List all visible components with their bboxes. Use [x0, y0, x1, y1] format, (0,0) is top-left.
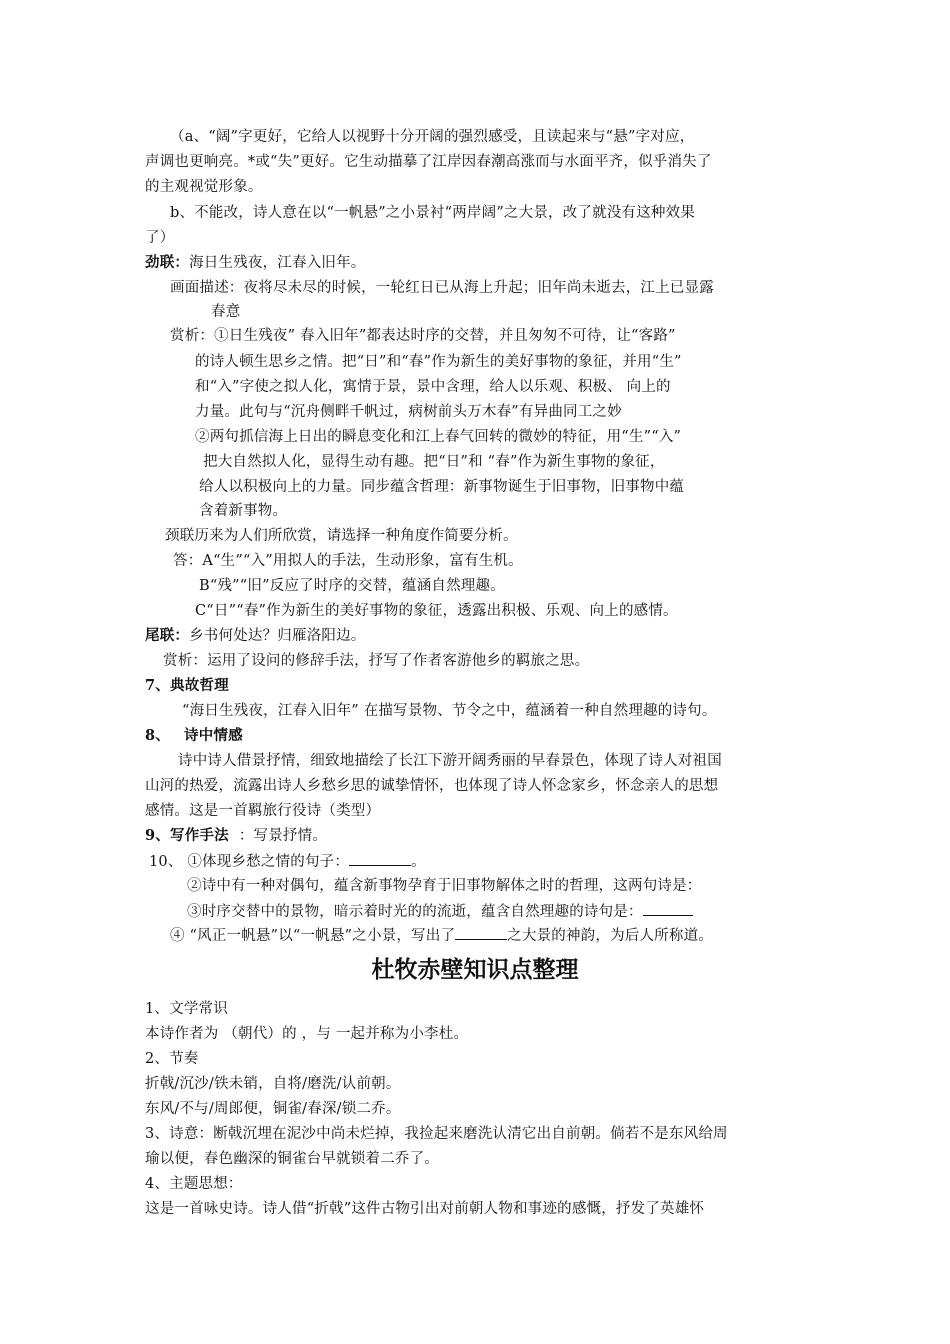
section-heading: 1、文学常识: [145, 1001, 228, 1017]
section-number: 8、: [145, 727, 170, 744]
question-text: ③时序交替中的景物，暗示着时光的的流逝，蕴含自然理趣的诗句是：: [187, 904, 643, 920]
text-line: （a、“阔”字更好，它给人以视野十分开阔的强烈感受，且读起来与“悬”字对应，: [170, 129, 695, 145]
answer-text: B“残”“旧”反应了时序的交替，蕴涵自然理趣。: [199, 578, 505, 594]
section-number: 9、: [145, 827, 170, 844]
question-text: 颈联历来为人们所欣赏，请选择一种角度作简要分析。: [165, 528, 518, 544]
text-line: 含着新事物。: [199, 503, 288, 519]
text-line: 瑜以便，春色幽深的铜雀台早就锁着二乔了。: [145, 1151, 439, 1167]
section-heading: 7、典故哲理: [145, 677, 229, 694]
text-line: 了）: [145, 230, 175, 246]
text-line: 东风/不与/周郎便，铜雀/春深/锁二乔。: [145, 1101, 401, 1117]
text-line: 诗中诗人借景抒情，细致地描绘了长江下游开阔秀丽的早春景色，体现了诗人对祖国: [178, 753, 722, 769]
text-line: “海日生残夜，江春入旧年” 在描写景物、节令之中，蕴涵着一种自然理趣的诗句。: [182, 703, 717, 719]
section-heading: 劲联：: [145, 254, 190, 271]
question-text: ②诗中有一种对偶句，蕴含新事物孕育于旧事物解体之时的哲理，这两句诗是：: [187, 878, 702, 894]
section-weilian: [145, 626, 366, 646]
section-title: 写作手法: [170, 827, 229, 844]
page-title: 杜牧赤壁知识点整理: [371, 956, 579, 983]
question-text: 之大景的神韵，为后人所称道。: [507, 928, 713, 944]
text-line: 本诗作者为 （朝代）的 ，与 一起并称为小李杜。: [145, 1026, 469, 1042]
text-line: 这是一首咏史诗。诗人借“折戟”这件古物引出对前朝人物和事迹的感慨，抒发了英雄怀: [145, 1201, 705, 1217]
answer-blank: [643, 901, 693, 916]
question-text: 10、 ①体现乡愁之情的句子：: [149, 854, 350, 870]
text-line: 的诗人顿生思乡之情。把“日”和“春”作为新生的美好事物的象征，并用“生”: [195, 354, 682, 370]
text-line: 画面描述：夜将尽未尽的时候，一轮红日已从海上升起；旧年尚未逝去，江上已显露: [170, 280, 714, 296]
question-text: ④ “风正一帆悬”以“一帆悬”之小景，写出了: [170, 928, 456, 944]
verse-text: 乡书何处达？归雁洛阳边。: [189, 628, 366, 644]
verse-text: 海日生残夜，江春入旧年。: [189, 255, 366, 271]
answer-blank: [455, 925, 507, 940]
question-line: [149, 851, 426, 872]
text-line: 和“入”字使之拟人化，寓情于景，景中含理，给人以乐观、积极、 向上的: [195, 379, 671, 395]
question-line: [187, 901, 693, 922]
section-heading: 2、节奏: [145, 1051, 199, 1067]
text-line: 给人以积极向上的力量。同步蕴含哲理：新事物诞生于旧事物，旧事物中蕴: [199, 479, 685, 495]
section-title: 诗中情感: [184, 727, 243, 744]
answer-blank: [349, 851, 411, 866]
text-line: 赏析：运用了设问的修辞手法，抒写了作者客游他乡的羁旅之思。: [163, 653, 590, 669]
text-line: 力量。此句与“沉舟侧畔千帆过，病树前头万木春”有异曲同工之妙: [195, 404, 622, 420]
text-line: 3、诗意：断戟沉埋在泥沙中尚未烂掉，我捡起来磨洗认清它出自前朝。倘若不是东风给周: [145, 1126, 728, 1142]
text-line: 赏析：①日生残夜” 春入旧年”都表达时序的交替，并且匆匆不可待，让“客路”: [170, 328, 676, 344]
text-line: b、不能改，诗人意在以“一帆悬”之小景衬“两岸阔”之大景，改了就没有这种效果: [170, 205, 696, 221]
text-line: 春意: [211, 304, 241, 320]
text-line: 把大自然拟人化，显得生动有趣。把“日”和 “春”作为新生事物的象征，: [203, 454, 665, 470]
section-heading: [145, 726, 243, 746]
section-jinglian: [145, 253, 366, 273]
text-line: 山河的热爱，流露出诗人乡愁乡思的诚挚情怀，也体现了诗人怀念家乡，怀念亲人的思想: [145, 778, 719, 794]
text-value: ：写景抒情。: [238, 828, 328, 844]
answer-text: C“日”“春”作为新生的美好事物的象征，透露出积极、乐观、向上的感情。: [195, 603, 678, 619]
text-line: ②两句抓信海上日出的瞬息变化和江上春气回转的微妙的特征，用“生”“入”: [195, 429, 682, 445]
section-heading: 4、主题思想：: [145, 1176, 243, 1192]
section-heading: 尾联：: [145, 627, 190, 644]
text-line: 声调也更响亮。*或“失”更好。它生动描摹了江岸因春潮高涨而与水面平齐，似乎消失了: [145, 154, 712, 170]
section-writing: [145, 826, 327, 846]
question-line: [170, 925, 713, 946]
punctuation: 。: [411, 854, 426, 870]
text-line: 的主观视觉形象。: [145, 179, 263, 195]
text-line: 感情。这是一首羁旅行役诗（类型）: [145, 803, 381, 819]
answer-text: 答：A“生”“入”用拟人的手法，生动形象，富有生机。: [173, 553, 523, 569]
text-line: 折戟/沉沙/铁未销，自将/磨洗/认前朝。: [145, 1076, 401, 1092]
